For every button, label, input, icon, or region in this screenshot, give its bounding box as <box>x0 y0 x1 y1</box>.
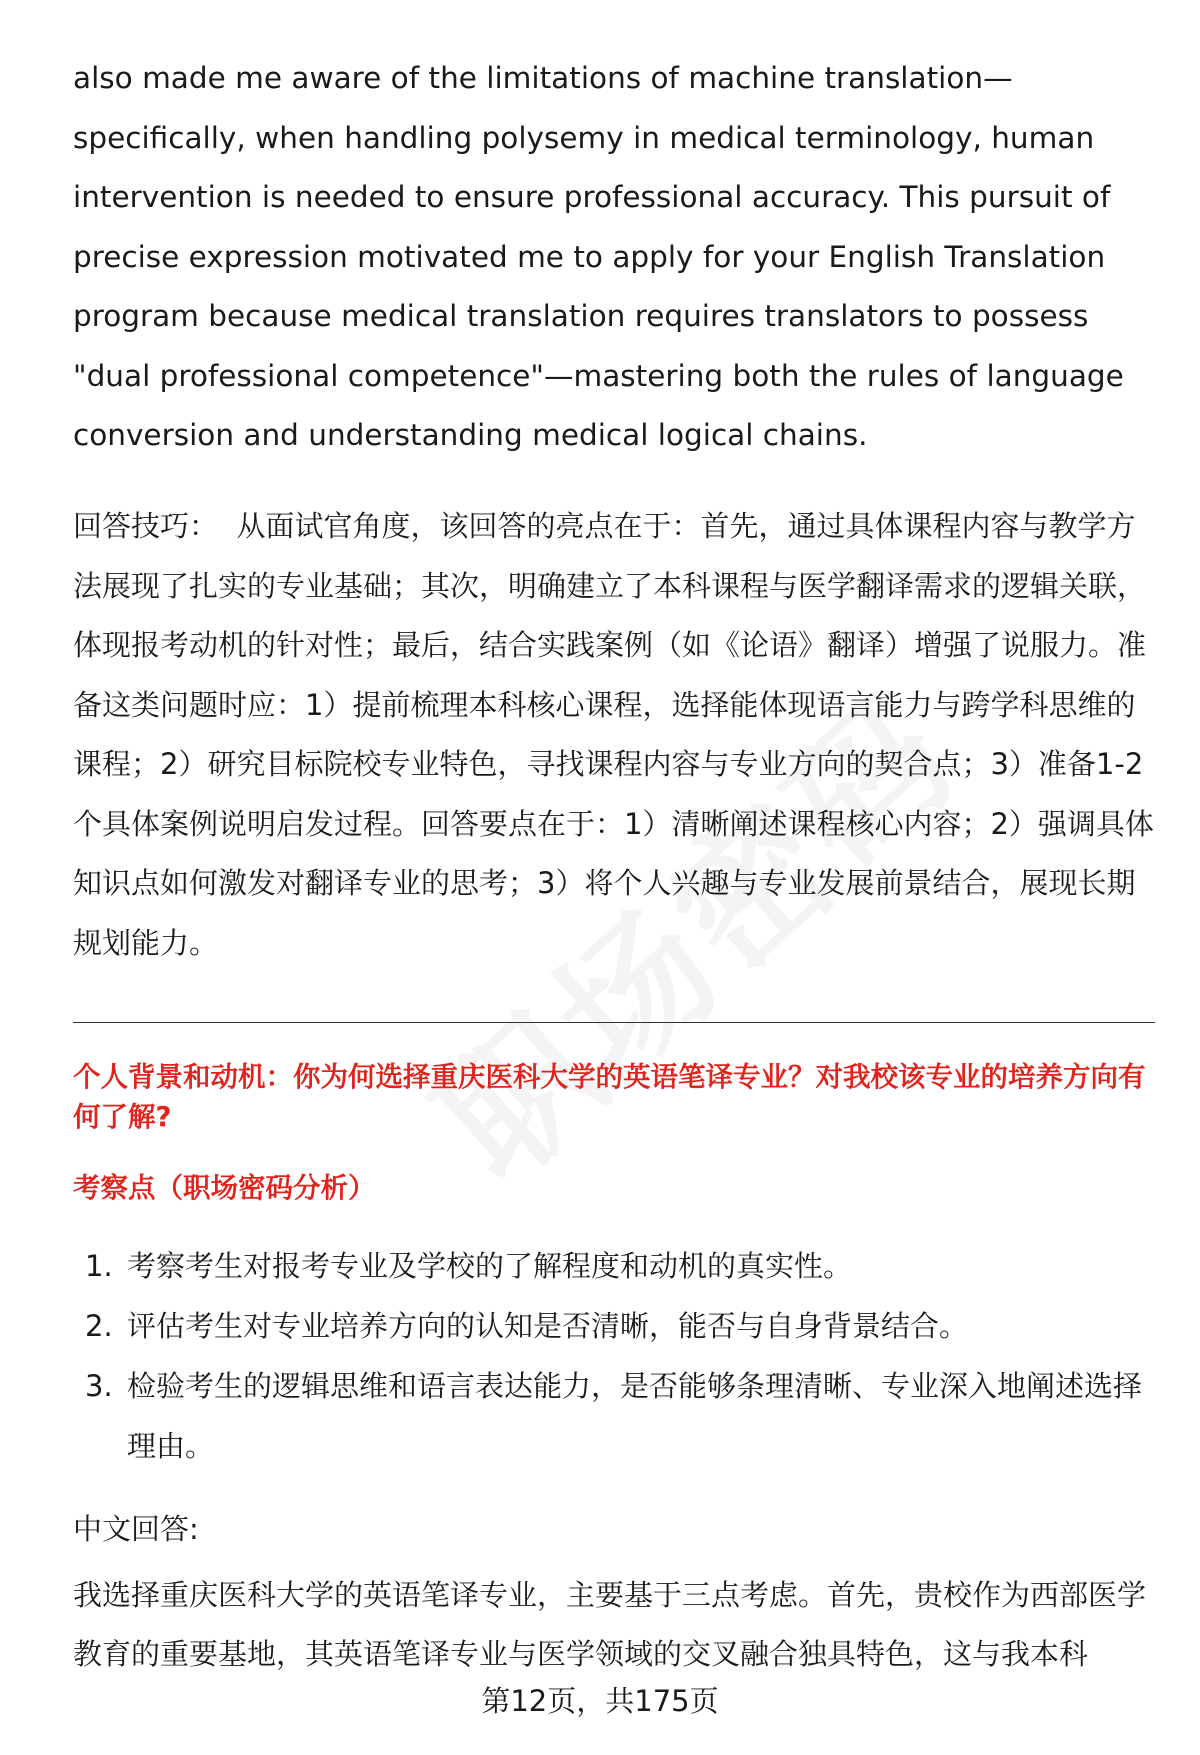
answer-tips-label: 回答技巧： <box>73 509 219 543</box>
english-answer-paragraph: also made me aware of the limitations of machine translation—specifically, when handling polysemy in medical terminology, human intervention is needed to ensure professional accuracy. This pursuit of precise expression motivated me to apply for your English Translation program because medical translation requires translators to possess "dual professional competence"—mastering both the rules of language conversion and understanding medical logical chains. <box>73 61 1124 452</box>
chinese-answer-label: 中文回答: <box>73 1512 199 1546</box>
assessment-points-list <box>73 1236 1155 1476</box>
chinese-answer-paragraph: 我选择重庆医科大学的英语笔译专业，主要基于三点考虑。首先，贵校作为西部医学教育的重要基地，其英语笔译专业与医学领域的交叉融合独具特色，这与我本科 <box>73 1578 1147 1671</box>
list-item-number: 3. <box>85 1369 113 1403</box>
list-item-number: 2. <box>85 1309 113 1343</box>
list-item-text: 考察考生对报考专业及学校的了解程度和动机的真实性。 <box>127 1249 853 1283</box>
section-divider <box>73 1022 1155 1023</box>
list-item-text: 检验考生的逻辑思维和语言表达能力，是否能够条理清晰、专业深入地阐述选择理由。 <box>127 1369 1143 1463</box>
interview-question: 个人背景和动机：你为何选择重庆医科大学的英语笔译专业？对我校该专业的培养方向有何了解? <box>73 1061 1146 1133</box>
list-item-text: 评估考生对专业培养方向的认知是否清晰，能否与自身背景结合。 <box>127 1309 969 1343</box>
list-item <box>73 1236 1155 1296</box>
assessment-points-heading: 考察点（职场密码分析） <box>73 1172 376 1204</box>
list-item <box>73 1296 1155 1356</box>
answer-tips-text: 从面试官角度，该回答的亮点在于：首先，通过具体课程内容与教学方法展现了扎实的专业基础；其次，明确建立了本科课程与医学翻译需求的逻辑关联，体现报考动机的针对性；最后，结合实践案例（如《论语》翻译）增强了说服力。准备这类问题时应：1）提前梳理本科核心课程，选择能体现语言能力与跨学科思维的课程；2）研究目标院校专业特色，寻找课程内容与专业方向的契合点；3）准备1-2个具体案例说明启发过程。回答要点在于：1）清晰阐述课程核心内容；2）强调具体知识点如何激发对翻译专业的思考；3）将个人兴趣与专业发展前景结合，展现长期规划能力。 <box>73 509 1154 960</box>
list-item-number: 1. <box>85 1249 113 1283</box>
answer-tips-paragraph <box>73 497 1155 973</box>
document-page <box>73 0 1155 1755</box>
list-item <box>73 1356 1155 1476</box>
page-footer: 第12页，共175页 <box>481 1684 719 1718</box>
